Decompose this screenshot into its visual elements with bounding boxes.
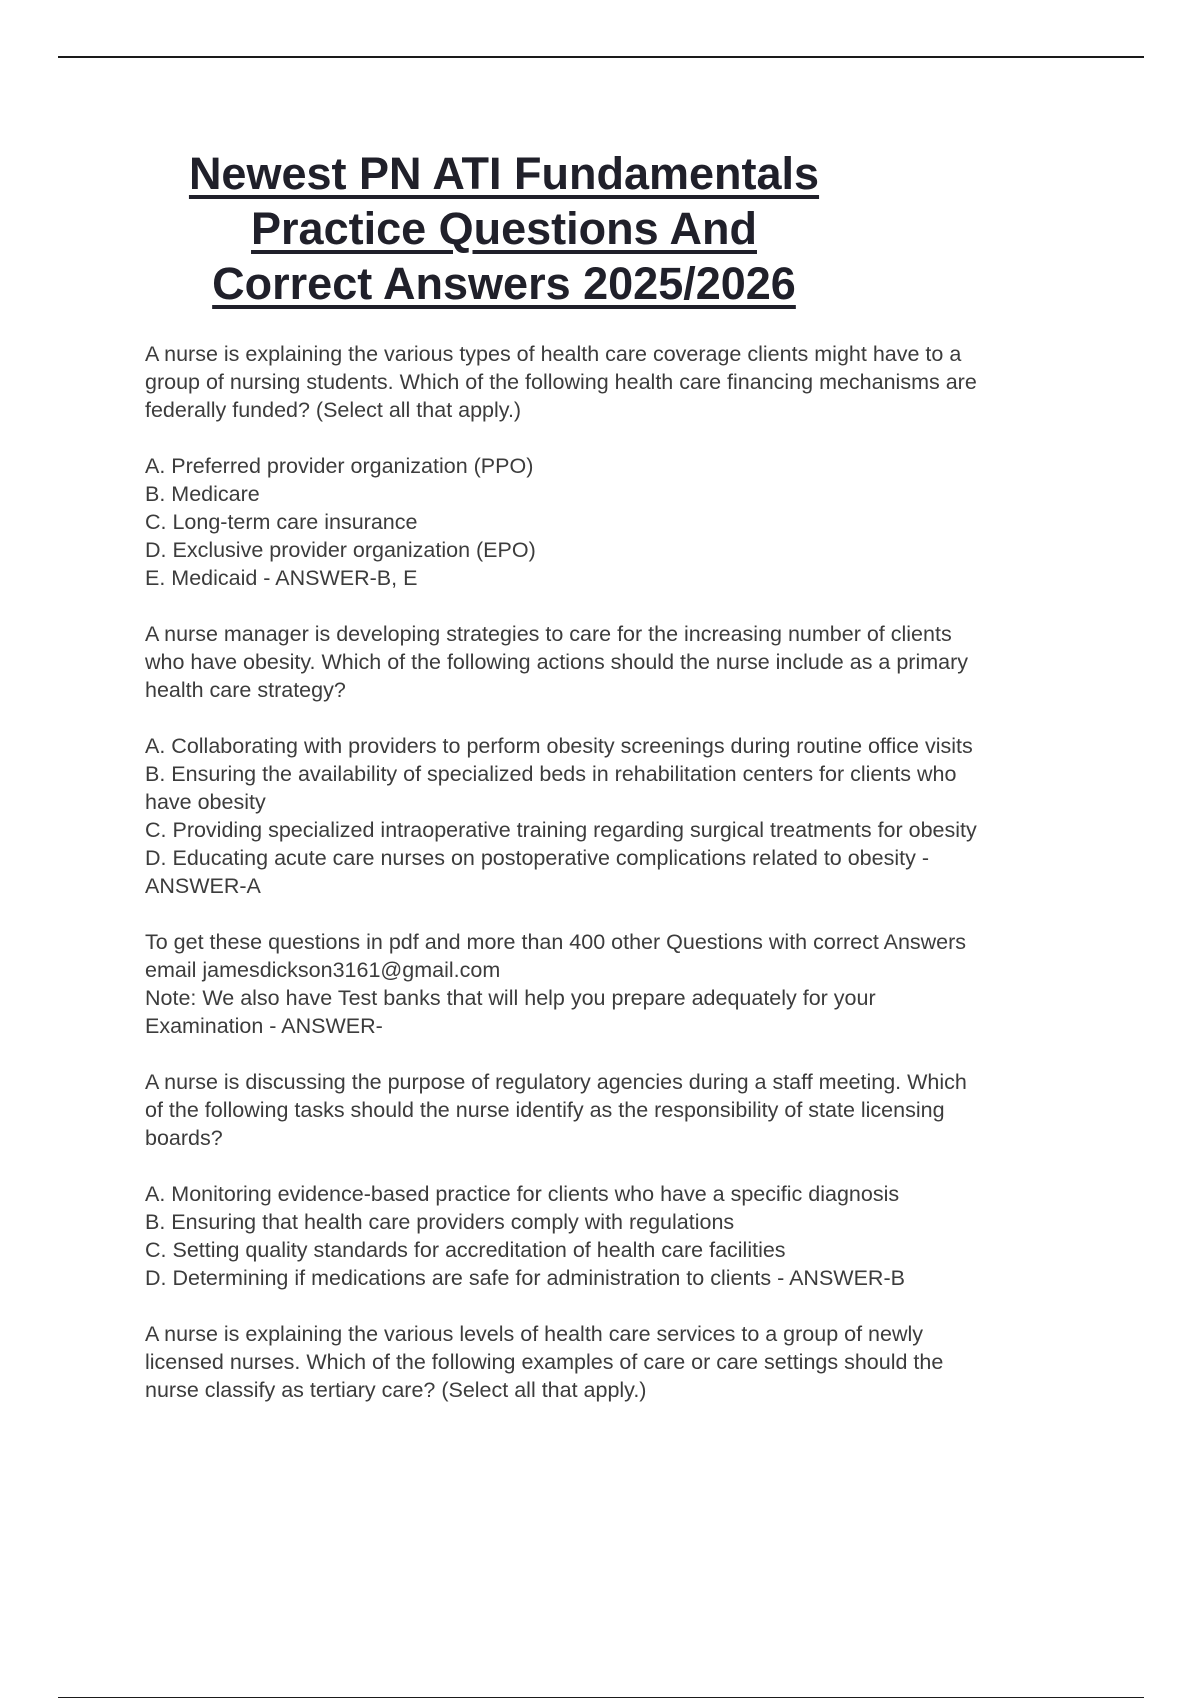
option-line: have obesity (145, 790, 266, 814)
title-line-2: Practice Questions And (251, 203, 757, 254)
option-line: C. Setting quality standards for accreditation of health care facilities (145, 1238, 786, 1262)
text-line: who have obesity. Which of the following actions should the nurse include as a primary (145, 650, 969, 674)
text-line: of the following tasks should the nurse identify as the responsibility of state licensing (145, 1098, 945, 1122)
option-line: E. Medicaid - ANSWER-B, E (145, 566, 418, 590)
text-line: To get these questions in pdf and more than 400 other Questions with correct Answers (145, 930, 967, 954)
text-line: nurse classify as tertiary care? (Select all that apply.) (145, 1378, 647, 1402)
question-2-stem (145, 620, 1095, 704)
footer-rule (58, 1697, 1144, 1698)
title-line-1: Newest PN ATI Fundamentals (188, 148, 820, 199)
option-line: ANSWER-A (145, 874, 261, 898)
text-line: A nurse is discussing the purpose of regulatory agencies during a staff meeting. Which (145, 1070, 967, 1094)
option-line: D. Educating acute care nurses on postoperative complications related to obesity - (145, 846, 929, 870)
email-line: email jamesdickson3161@gmail.com (145, 958, 501, 982)
text-line: federally funded? (Select all that apply.) (145, 398, 522, 422)
text-line: Note: We also have Test banks that will help you prepare adequately for your (145, 986, 876, 1010)
option-line: A. Preferred provider organization (PPO) (145, 454, 534, 478)
question-4-stem (145, 1320, 1095, 1404)
document-body (145, 340, 1095, 1432)
option-line: A. Monitoring evidence-based practice for clients who have a specific diagnosis (145, 1182, 900, 1206)
option-line: B. Medicare (145, 482, 260, 506)
option-line: C. Providing specialized intraoperative training regarding surgical treatments for obesity (145, 818, 977, 842)
text-line: A nurse is explaining the various levels of health care services to a group of newly (145, 1322, 924, 1346)
option-line: B. Ensuring that health care providers comply with regulations (145, 1210, 735, 1234)
text-line: A nurse manager is developing strategies to care for the increasing number of clients (145, 622, 952, 646)
header-rule (58, 56, 1144, 58)
question-1-stem (145, 340, 1095, 424)
option-line: D. Exclusive provider organization (EPO) (145, 538, 536, 562)
text-line: Examination - ANSWER- (145, 1014, 383, 1038)
title-line-3: Correct Answers 2025/2026 (212, 258, 796, 309)
text-line: health care strategy? (145, 678, 346, 702)
text-line: boards? (145, 1126, 223, 1150)
option-line: A. Collaborating with providers to perform obesity screenings during routine office visits (145, 734, 973, 758)
option-line: D. Determining if medications are safe for administration to clients - ANSWER-B (145, 1266, 905, 1290)
question-3-options (145, 1180, 1095, 1292)
question-1-options (145, 452, 1095, 592)
question-3-stem (145, 1068, 1095, 1152)
text-line: licensed nurses. Which of the following examples of care or care settings should the (145, 1350, 944, 1374)
question-2-options (145, 732, 1095, 900)
document-title (100, 146, 908, 311)
option-line: C. Long-term care insurance (145, 510, 418, 534)
contact-notice (145, 928, 1095, 1040)
option-line: B. Ensuring the availability of specialized beds in rehabilitation centers for clients who (145, 762, 957, 786)
text-line: A nurse is explaining the various types of health care coverage clients might have to a (145, 342, 962, 366)
text-line: group of nursing students. Which of the following health care financing mechanisms are (145, 370, 977, 394)
